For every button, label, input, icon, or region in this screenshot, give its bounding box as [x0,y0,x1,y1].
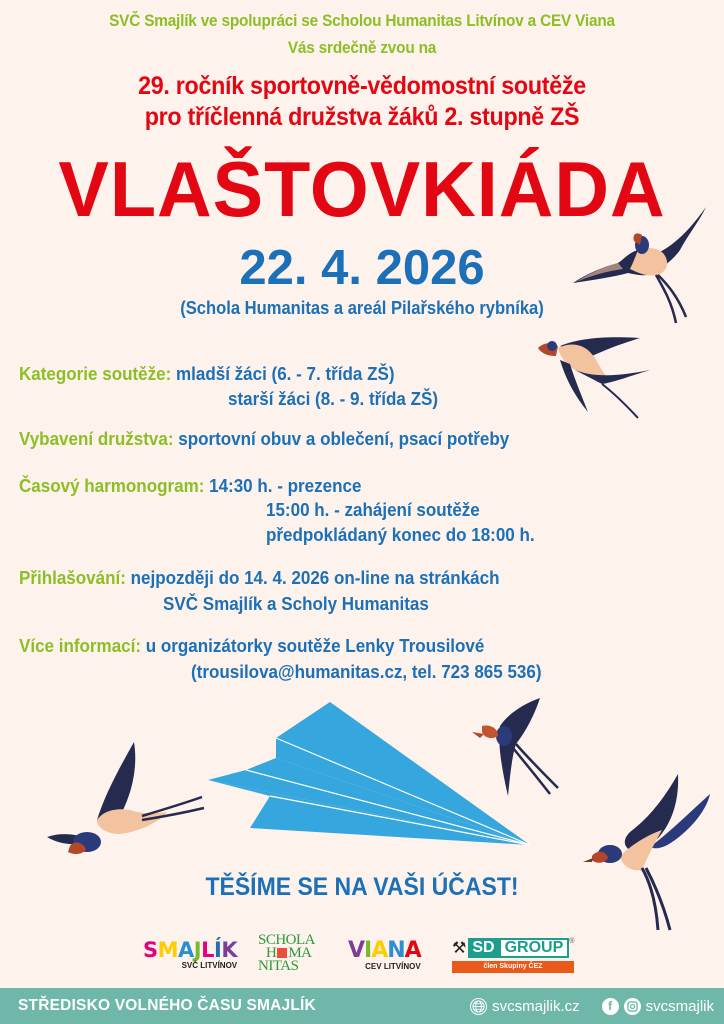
footer-bar [0,988,724,1024]
info-label: Více informací: [19,635,142,656]
social-links[interactable] [602,998,714,1015]
instagram-icon[interactable] [624,998,641,1015]
social-handle: svcsmajlik [645,997,714,1015]
info-line-2: (trousilova@humanitas.cz, tel. 723 865 536) [191,661,542,682]
intro-line-2: Vás srdečně zvou na [287,39,437,57]
category-senior: starší žáci (8. - 9. třída ZŠ) [228,388,438,409]
swallow-illustration-5 [580,772,724,932]
subtitle-line-1: 29. ročník sportovně-vědomostní soutěže [138,72,586,100]
intro-line-1: SVČ Smajlík ve spolupráci se Scholou Humanitas Litvínov a CEV Viana [109,12,615,30]
subtitle-line-2: pro tříčlenná družstva žáků 2. stupně ZŠ [144,103,580,131]
footer-title: STŘEDISKO VOLNÉHO ČASU SMAJLÍK [18,997,316,1014]
registration-line-2: SVČ Smajlík a Scholy Humanitas [163,593,429,614]
equipment-label: Vybavení družstva: [19,428,174,449]
logo-viana [348,940,421,971]
registration-label: Přihlašování: [19,567,126,588]
event-date: 22. 4. 2026 [239,241,485,295]
schedule-item-1: 14:30 h. - prezence [209,475,362,496]
categories-label: Kategorie soutěže: [19,363,172,384]
sd-group-tagline: člen Skupiny ČEZ [452,961,574,973]
smajlik-wordmark: SMAJLÍK [143,938,238,962]
smajlik-subtitle: SVČ LITVÍNOV [181,961,238,970]
schedule-label: Časový harmonogram: [19,475,205,496]
registration-line-1: nejpozději do 14. 4. 2026 on-line na stránkách [130,567,500,588]
schola-emblem-icon [277,948,287,958]
hammers-icon: ⚒ [452,940,467,957]
event-title: VLAŠTOVKIÁDA [58,145,666,233]
swallow-illustration-3 [42,742,212,867]
facebook-icon[interactable]: f [602,998,619,1015]
info-line-1: u organizátorky soutěže Lenky Trousilové [145,635,485,656]
website-link[interactable] [470,998,580,1015]
equipment-value: sportovní obuv a oblečení, psací potřeby [178,428,510,449]
schedule-item-2: 15:00 h. - zahájení soutěže [266,499,480,520]
logo-smajlik [143,940,237,970]
viana-subtitle: CEV LITVÍNOV [365,962,421,971]
schedule-item-3: předpokládaný konec do 18:00 h. [266,524,535,545]
logo-sd-group: ⚒ SD GROUP ® člen Skupiny ČEZ [452,938,574,973]
logo-schola-humanitas: SCHOLA H MA NITAS [258,932,316,974]
event-venue: (Schola Humanitas a areál Pilařského rybníka) [180,298,544,318]
website-text: svcsmajlik.cz [492,997,580,1015]
category-junior: mladší žáci (6. - 7. třída ZŠ) [176,363,395,384]
swallow-illustration-4 [468,696,568,808]
viana-wordmark: VIANA [348,938,421,963]
call-to-action: TĚŠÍME SE NA VAŠI ÚČAST! [205,873,519,901]
globe-icon [470,998,487,1015]
